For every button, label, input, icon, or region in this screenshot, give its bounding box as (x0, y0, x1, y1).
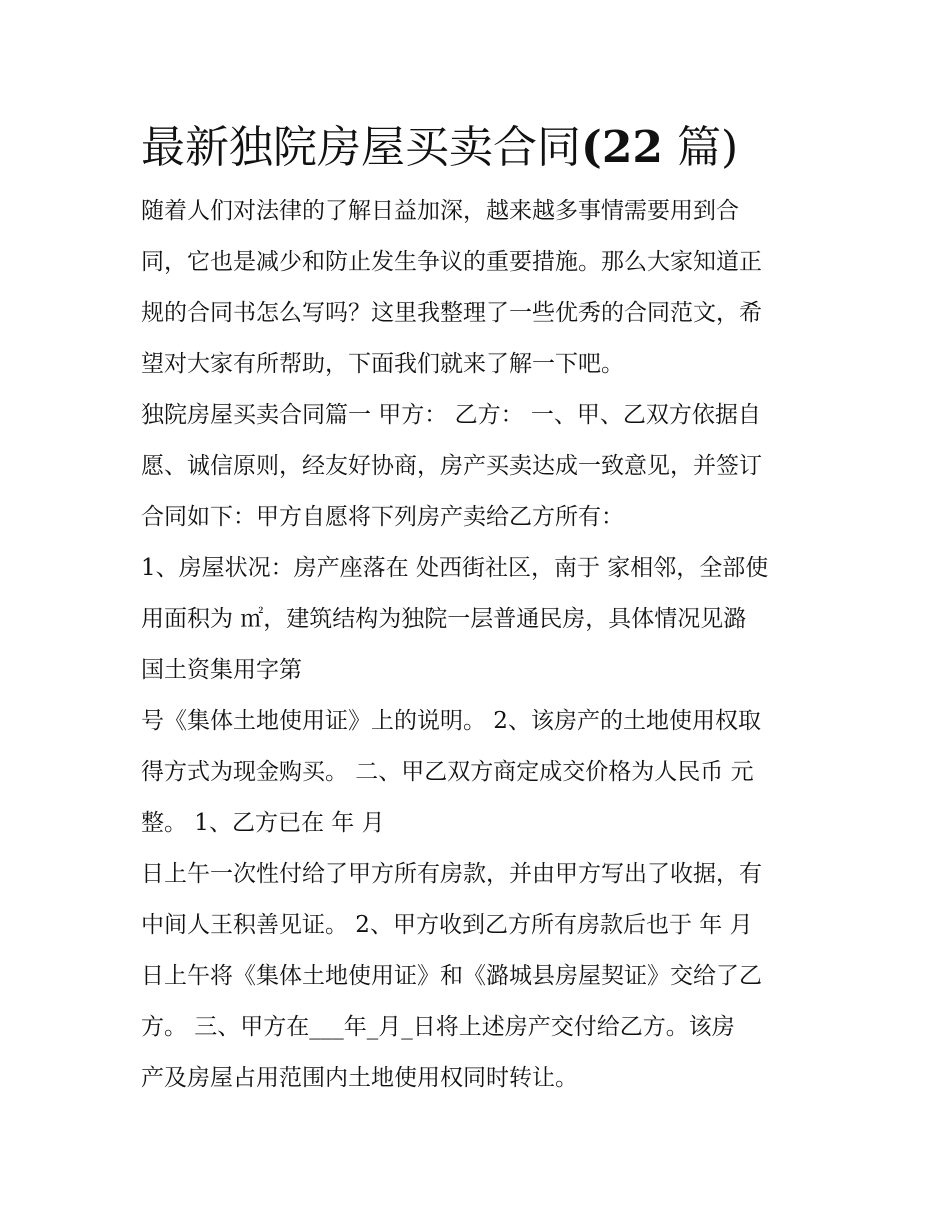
body-line: 产及房屋占用范围内土地使用权同时转让。 (141, 1065, 578, 1091)
body-line: 中间人王积善见证。 2、甲方收到乙方所有房款后也于 年 月 (141, 912, 753, 938)
body-line: 整。 1、乙方已在 年 月 (141, 810, 385, 836)
body-line: 1、房屋状况：房产座落在 处西街社区，南于 家相邻，全部使 (141, 555, 769, 581)
body-line: 愿、诚信原则，经友好协商，房产买卖达成一致意见，并签订 (141, 453, 762, 479)
body-line: 同，它也是减少和防止发生争议的重要措施。那么大家知道正 (141, 249, 762, 275)
title-count: (22 (581, 122, 664, 173)
body-line: 独院房屋买卖合同篇一 甲方： 乙方： 一、甲、乙双方依据自 (141, 402, 761, 428)
body-line: 规的合同书怎么写吗？这里我整理了一些优秀的合同范文，希 (141, 300, 762, 326)
body-line: 号《集体土地使用证》上的说明。 2、该房产的土地使用权取 (141, 708, 761, 734)
body-line: 用面积为 ㎡，建筑结构为独院一层普通民房，具体情况见潞 (141, 606, 747, 632)
title-main: 最新独院房屋买卖合同 (141, 122, 581, 173)
document-title (141, 118, 816, 178)
body-line: 合同如下：甲方自愿将下列房产卖给乙方所有： (141, 504, 624, 530)
body-line: 方。 三、甲方在___年_月_日将上述房产交付给乙方。该房 (141, 1014, 735, 1040)
body-line: 得方式为现金购买。 二、甲乙双方商定成交价格为人民币 元 (141, 759, 754, 785)
document-page (141, 118, 816, 1104)
title-suffix: 篇) (677, 122, 739, 173)
document-body (141, 186, 816, 1104)
body-line: 日上午将《集体土地使用证》和《潞城县房屋契证》交给了乙 (141, 963, 762, 989)
body-line: 望对大家有所帮助，下面我们就来了解一下吧。 (141, 351, 624, 377)
body-line: 日上午一次性付给了甲方所有房款，并由甲方写出了收据，有 (141, 861, 762, 887)
body-line: 随着人们对法律的了解日益加深，越来越多事情需要用到合 (141, 198, 739, 224)
body-line: 国土资集用字第 (141, 657, 302, 683)
